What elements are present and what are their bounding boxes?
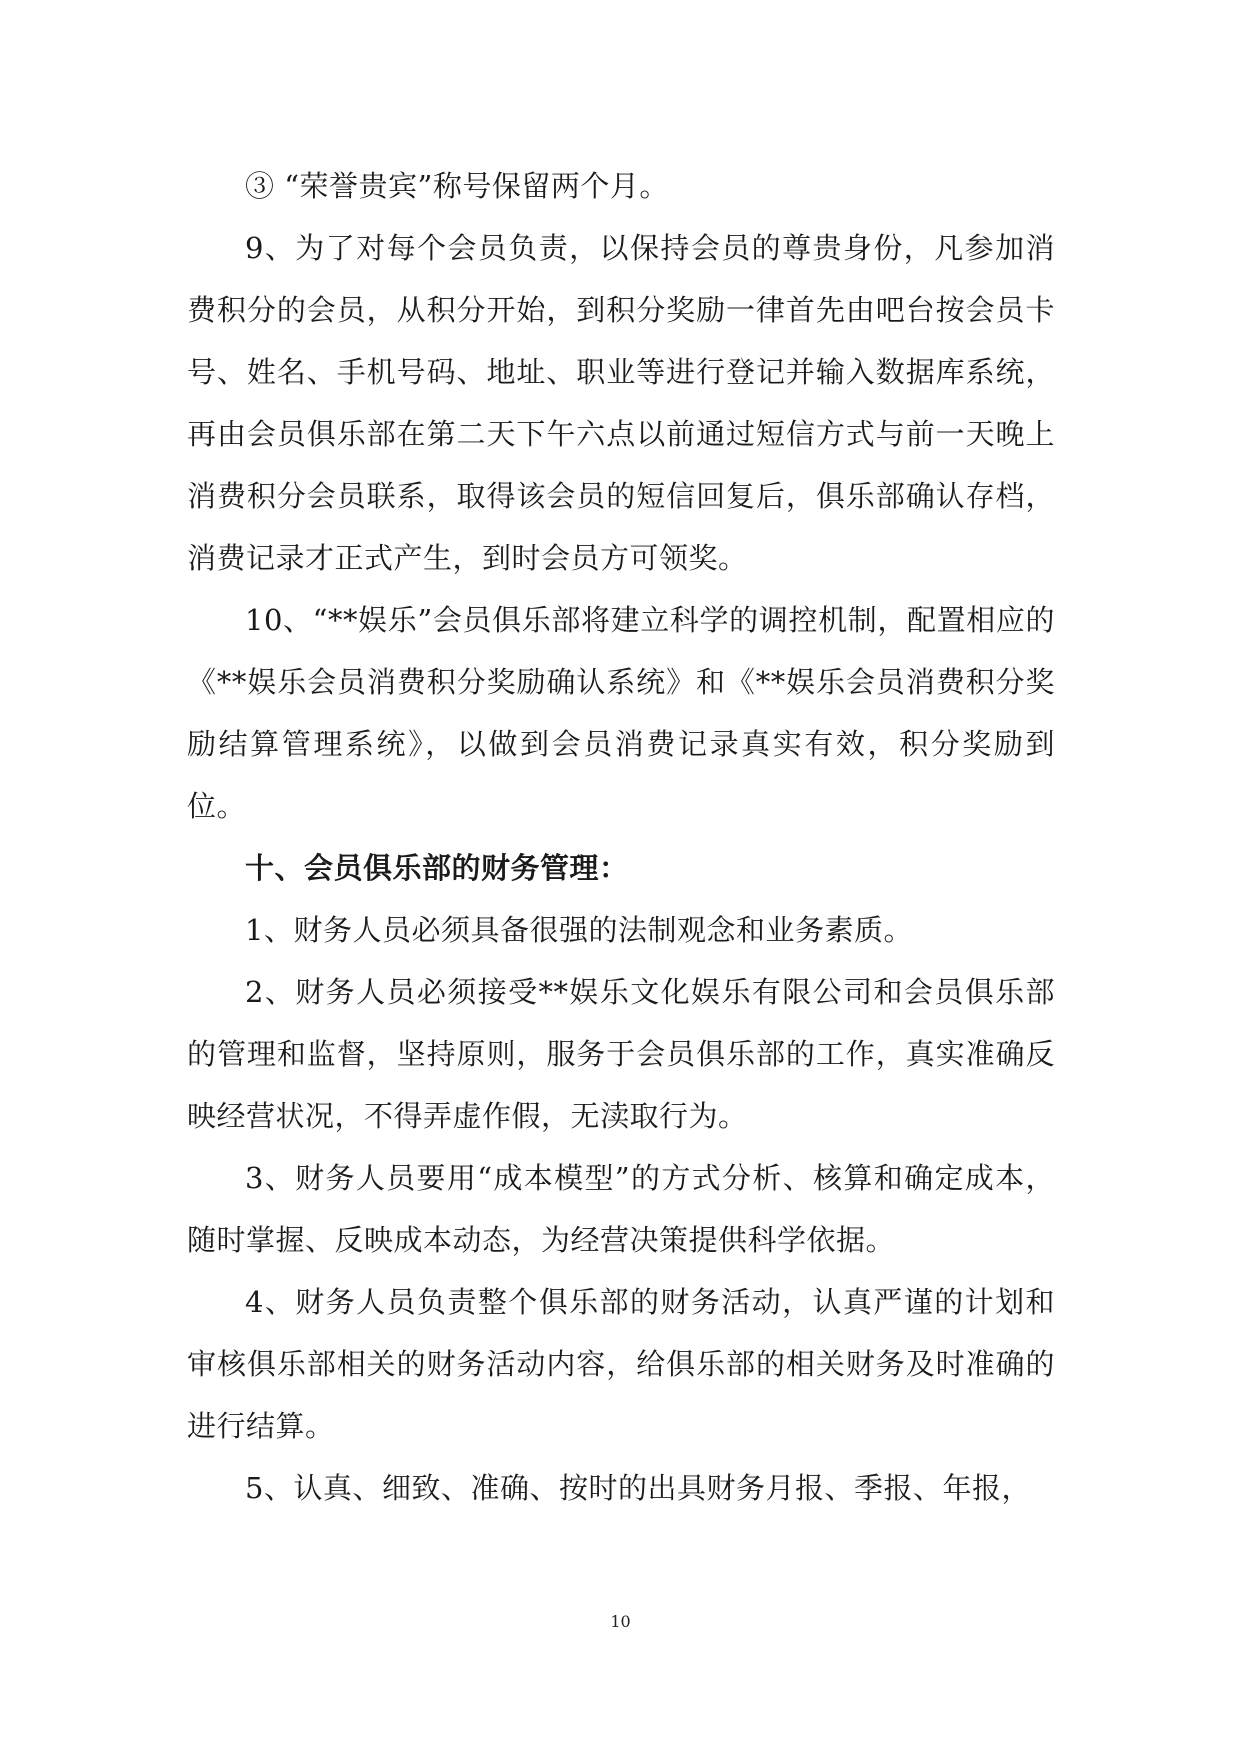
section-heading-finance: 十、会员俱乐部的财务管理：	[245, 851, 629, 885]
paragraph-finance-5: 5、认真、细致、准确、按时的出具财务月报、季报、年报，	[245, 1471, 1031, 1505]
document-body	[187, 155, 1055, 1519]
page-number: 10	[610, 1612, 631, 1631]
paragraph-rule-9: 9、为了对每个会员负责，以保持会员的尊贵身份，凡参加消费积分的会员，从积分开始，到积分奖励一律首先由吧台按会员卡号、姓名、手机号码、地址、职业等进行登记并输入数据库系统，再由会员俱乐部在第二天下午六点以前通过短信方式与前一天晚上消费积分会员联系，取得该会员的短信回复后，俱乐部确认存档，消费记录才正式产生，到时会员方可领奖。	[187, 231, 1055, 575]
paragraph-finance-3: 3、财务人员要用“成本模型”的方式分析、核算和确定成本，随时掌握、反映成本动态，为经营决策提供科学依据。	[187, 1161, 1055, 1257]
paragraph-rule-10: 10、“**娱乐”会员俱乐部将建立科学的调控机制，配置相应的《**娱乐会员消费积分奖励确认系统》和《**娱乐会员消费积分奖励结算管理系统》，以做到会员消费记录真实有效，积分奖励到位。	[187, 603, 1055, 823]
paragraph-finance-1: 1、财务人员必须具备很强的法制观念和业务素质。	[245, 913, 913, 947]
paragraph-finance-2: 2、财务人员必须接受**娱乐文化娱乐有限公司和会员俱乐部的管理和监督，坚持原则，服务于会员俱乐部的工作，真实准确反映经营状况，不得弄虚作假，无渎取行为。	[187, 975, 1055, 1133]
paragraph-honor-guest-title: ③ “荣誉贵宾”称号保留两个月。	[245, 169, 669, 203]
paragraph-finance-4: 4、财务人员负责整个俱乐部的财务活动，认真严谨的计划和审核俱乐部相关的财务活动内容，给俱乐部的相关财务及时准确的进行结算。	[187, 1285, 1055, 1443]
